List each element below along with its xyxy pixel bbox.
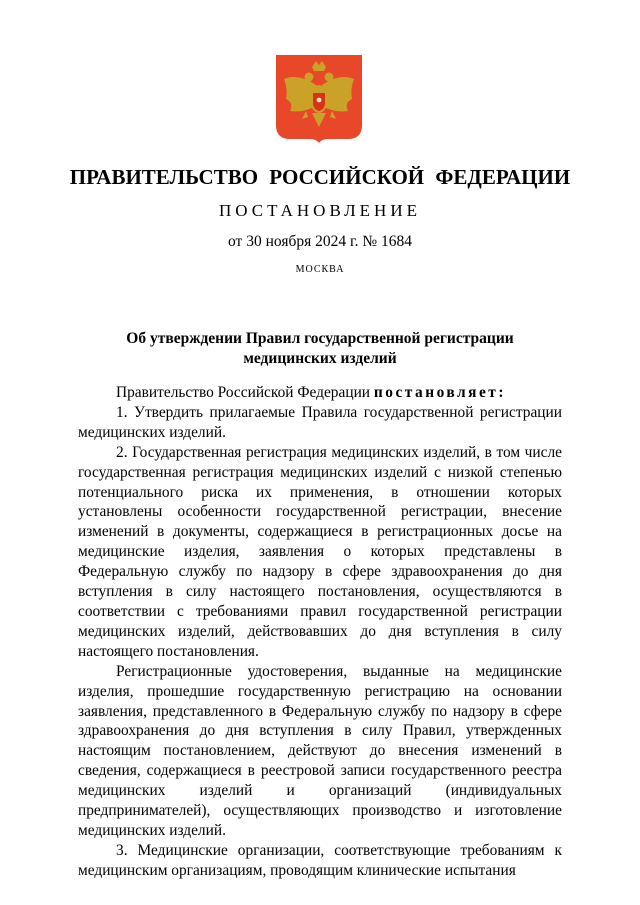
document-title <box>80 329 560 368</box>
title-line-1: Об утверждении Правил государственной регистрации <box>126 330 514 347</box>
decree-verb: постановляет: <box>373 384 506 401</box>
document-type: ПОСТАНОВЛЕНИЕ <box>218 201 421 220</box>
decree-intro-text: Правительство Российской Федерации <box>116 384 374 401</box>
document-city: МОСКВА <box>295 264 345 275</box>
paragraph-3: Регистрационные удостоверения, выданные на медицинские изделия, прошедшие государственную регистрацию на основании заявления, представленного в Федеральную службу по надзору в сфере здравоохранения до дня вступления в силу Правил, утвержденных настоящим постановлением, действуют до внесения изменений в сведения, содержащиеся в реестровой записи государственного реестра медицинских изделий и организаций (индивидуальных предпринимателей), осуществляющих производство и изготовление медицинских изделий. <box>78 662 562 839</box>
paragraph-2: 2. Государственная регистрация медицинских изделий, в том числе государственная регистрация медицинских изделий с низкой степенью потенциального риска их применения, в отношении которых установлены особенности государственной регистрации, внесение изменений в документы, содержащиеся в регистрационных досье на медицинские изделия, заявления о которых представлены в Федеральную службу по надзору в сфере здравоохранения до дня вступления в силу настоящего постановления, осуществляются в соответствии с требованиями правил государственной регистрации медицинских изделий, действовавших до дня вступления в силу настоящего постановления. <box>78 443 562 660</box>
coat-of-arms-icon <box>276 55 362 143</box>
document-date-number: от 30 ноября 2024 г. № 1684 <box>228 233 412 250</box>
paragraph-4: 3. Медицинские организации, соответствующие требованиям к медицинским организациям, проводящим клинические испытания <box>78 841 562 879</box>
decree-intro <box>78 383 562 403</box>
document-body <box>78 383 562 881</box>
paragraph-1: 1. Утвердить прилагаемые Правила государственной регистрации медицинских изделий. <box>78 403 562 441</box>
title-line-2: медицинских изделий <box>243 349 397 367</box>
issuing-authority: ПРАВИТЕЛЬСТВО РОССИЙСКОЙ ФЕДЕРАЦИИ <box>69 165 571 189</box>
